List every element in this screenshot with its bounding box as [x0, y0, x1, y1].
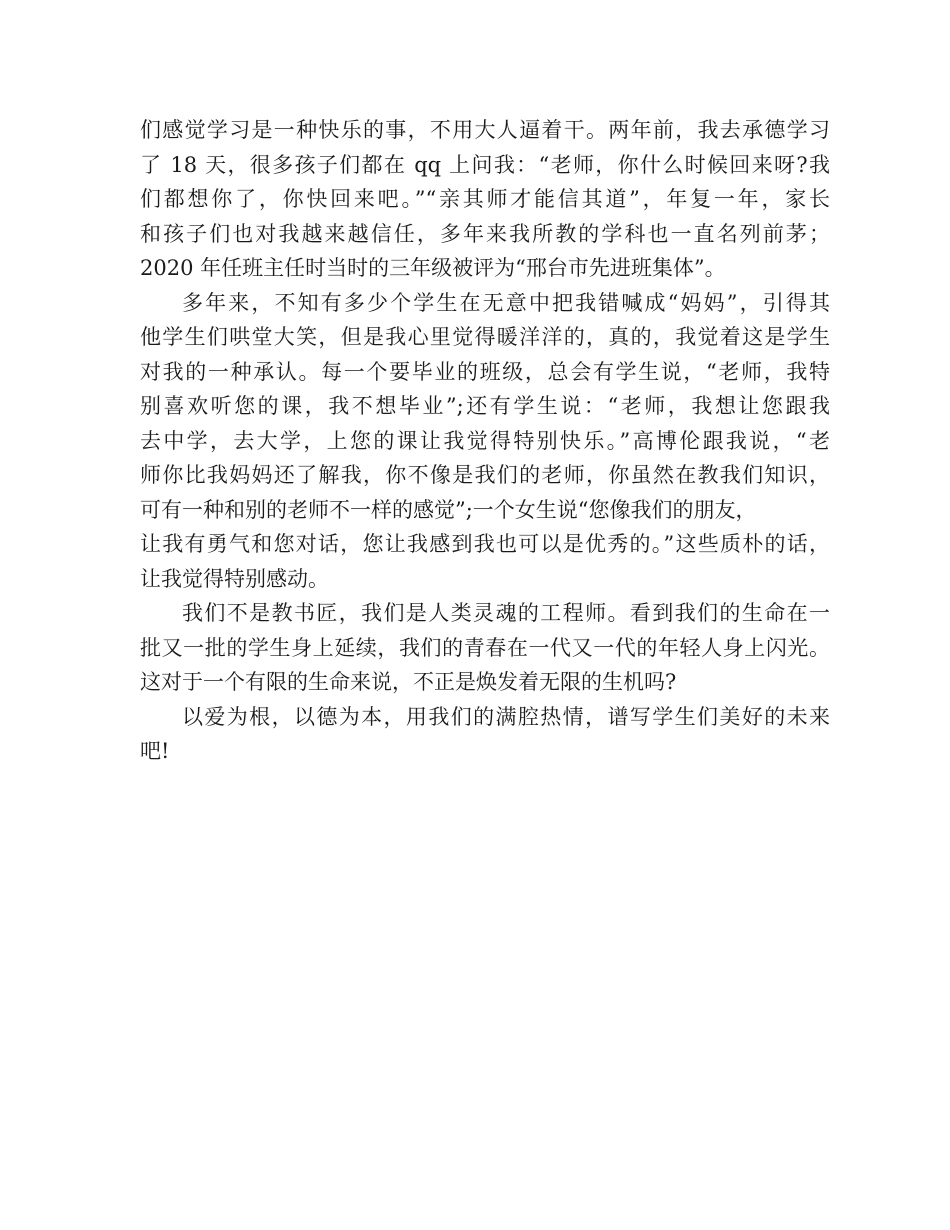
text-line: 可有一种和别的老师不一样的感觉”;一个女生说“您像我们的朋友， — [140, 497, 757, 522]
text-line: 这对于一个有限的生命来说，不正是焕发着无限的生机吗? — [140, 670, 677, 694]
text-line: 去中学，去大学，上您的课让我觉得特别快乐。”高博伦跟我说，“老 — [140, 428, 830, 453]
text-line: 吧! — [140, 739, 170, 763]
text-line: 们都想你了，你快回来吧。”“亲其师才能信其道”，年复一年，家长 — [140, 187, 830, 211]
text-line: 他学生们哄堂大笑，但是我心里觉得暖洋洋的，真的，我觉着这是学生 — [140, 325, 830, 349]
text-line: 了 18 天，很多孩子们都在 qq 上问我：“老师，你什么时候回来呀?我 — [140, 152, 830, 177]
paragraph-start-line: 我们不是教书匠，我们是人类灵魂的工程师。看到我们的生命在一 — [182, 601, 830, 625]
text-line: 别喜欢听您的课，我不想毕业”;还有学生说：“老师，我想让您跟我 — [140, 394, 830, 418]
text-line: 让我有勇气和您对话，您让我感到我也可以是优秀的。”这些质朴的话， — [140, 532, 830, 556]
text-line: 对我的一种承认。每一个要毕业的班级，总会有学生说，“老师，我特 — [140, 359, 830, 384]
text-line: 师你比我妈妈还了解我，你不像是我们的老师，你虽然在教我们知识， — [140, 463, 830, 487]
text-line: 2020 年任班主任时当时的三年级被评为“邢台市先进班集体”。 — [140, 256, 726, 280]
text-line: 让我觉得特别感动。 — [140, 566, 329, 591]
text-line: 们感觉学习是一种快乐的事，不用大人逼着干。两年前，我去承德学习 — [140, 118, 830, 142]
document-body — [140, 113, 830, 769]
paragraph-start-line: 以爱为根，以德为本，用我们的满腔热情，谱写学生们美好的未来 — [182, 704, 830, 729]
text-line: 和孩子们也对我越来越信任，多年来我所教的学科也一直名列前茅； — [140, 221, 830, 246]
paragraph-start-line: 多年来，不知有多少个学生在无意中把我错喊成“妈妈”，引得其 — [182, 290, 830, 315]
text-line: 批又一批的学生身上延续，我们的青春在一代又一代的年轻人身上闪光。 — [140, 635, 830, 660]
